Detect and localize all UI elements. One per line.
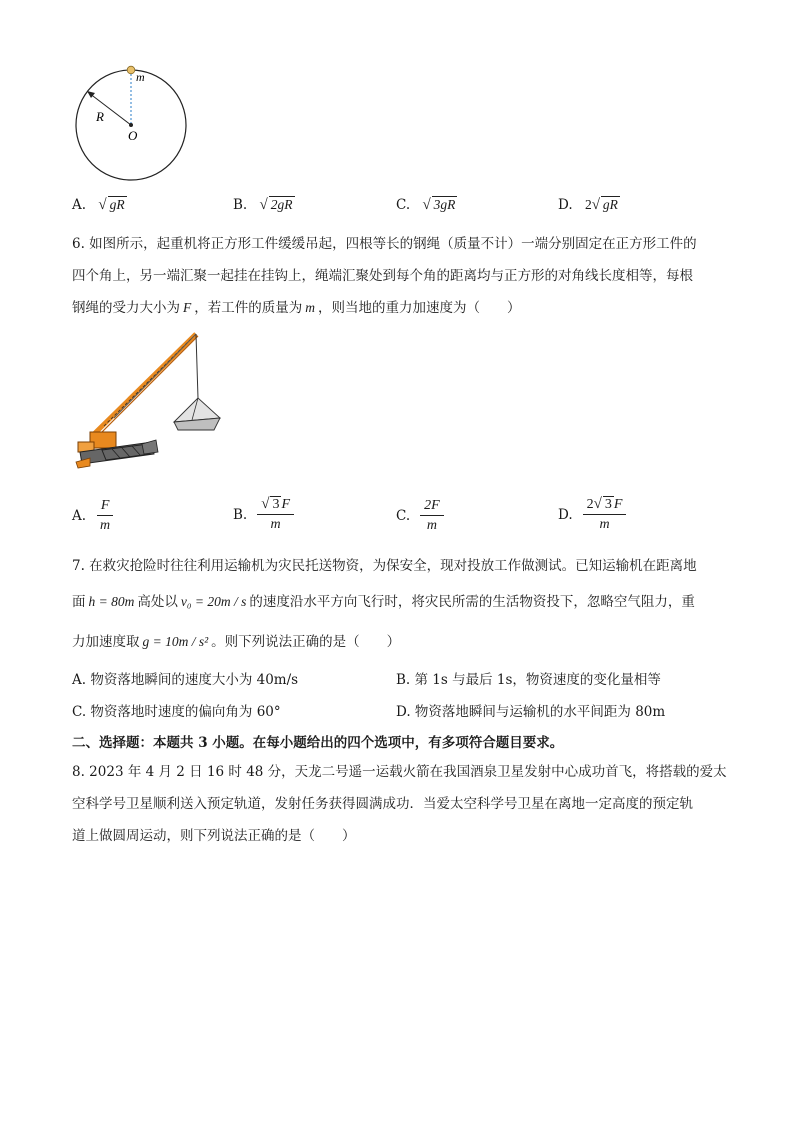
label-R: R bbox=[96, 109, 104, 124]
q6-line-2: 四个角上，另一端汇聚一起挂在挂钩上，绳端汇聚处到每个角的距离均与正方形的对角线长度相等，每根 bbox=[72, 268, 693, 284]
q6-option-b: B. $\frac{√ 3 F}{m}$ bbox=[233, 496, 294, 533]
q7-option-c: C. 物资落地时速度的偏向角为 60° bbox=[72, 704, 281, 720]
q6-option-d: D. $\frac{2√ 3 F}{m}$ bbox=[558, 496, 626, 533]
q7-line-2: 面 h = 80m 高处以 v₀ = 20m / s 的速度沿水平方向飞行时，将灾民所需的生活物资投下，忽略空气阻力，重 bbox=[72, 594, 695, 610]
q6-option-a: A. $\frac{F}{m}$ bbox=[72, 498, 114, 534]
q5-option-a: A. √ gR bbox=[72, 197, 125, 213]
q5-option-b: B. √ 2gR bbox=[233, 197, 293, 213]
q8-line-1: 8. 2023 年 4 月 2 日 16 时 48 分，天龙二号遥一运载火箭在我国酒泉卫星发射中心成功首飞，将搭载的爱太 bbox=[72, 764, 727, 780]
crane-rear-block bbox=[142, 440, 158, 454]
q7-option-a: A. 物资落地瞬间的速度大小为 40m/s bbox=[72, 672, 299, 688]
hoist-cable bbox=[196, 334, 198, 398]
q7-option-d: D. 物资落地瞬间与运输机的水平间距为 80m bbox=[396, 704, 666, 720]
section-heading: 二、选择题：本题共 3 小题。在每小题给出的四个选项中，有多项符合题目要求。 bbox=[72, 735, 564, 751]
q6-line-1: 6. 如图所示，起重机将正方形工件缓缓吊起，四根等长的钢绳（质量不计）一端分别固定在正方形工件的 bbox=[72, 236, 697, 252]
center-point bbox=[129, 123, 133, 127]
q5-option-d: D. 2√ gR bbox=[558, 197, 618, 213]
q8-line-2: 空科学号卫星顺利送入预定轨道，发射任务获得圆满成功．当爱太空科学号卫星在离地一定高度的预定轨 bbox=[72, 796, 693, 812]
q5-c-radicand: 3gR bbox=[433, 197, 456, 212]
circle-figure bbox=[70, 62, 192, 186]
q5-d-radicand: gR bbox=[602, 197, 618, 212]
q7-option-b: B. 第 1s 与最后 1s，物资速度的变化量相等 bbox=[396, 672, 661, 688]
crane-support-cable bbox=[114, 334, 196, 418]
q6-option-c: C. $\frac{2F}{m}$ bbox=[396, 498, 444, 534]
label-O: O bbox=[128, 128, 138, 143]
q6-line-3: 钢绳的受力大小为 F ，若工件的质量为 m ，则当地的重力加速度为（ ） bbox=[72, 300, 521, 316]
q8-line-3: 道上做圆周运动，则下列说法正确的是（ ） bbox=[72, 828, 356, 844]
label-m: m bbox=[136, 70, 145, 84]
crane-figure bbox=[72, 330, 228, 478]
q5-a-radicand: gR bbox=[109, 197, 125, 212]
q7-line-3: 力加速度取 g = 10m / s² 。则下列说法正确的是（ ） bbox=[72, 634, 401, 650]
q5-b-radicand: 2gR bbox=[270, 197, 293, 212]
q7-line-1: 7. 在救灾抢险时往往利用运输机为灾民托送物资，为保安全，现对投放工作做测试。已知运输机在距离地 bbox=[72, 558, 697, 574]
q5-option-c: C. √ 3gR bbox=[396, 197, 456, 213]
mass-ball bbox=[127, 66, 135, 74]
